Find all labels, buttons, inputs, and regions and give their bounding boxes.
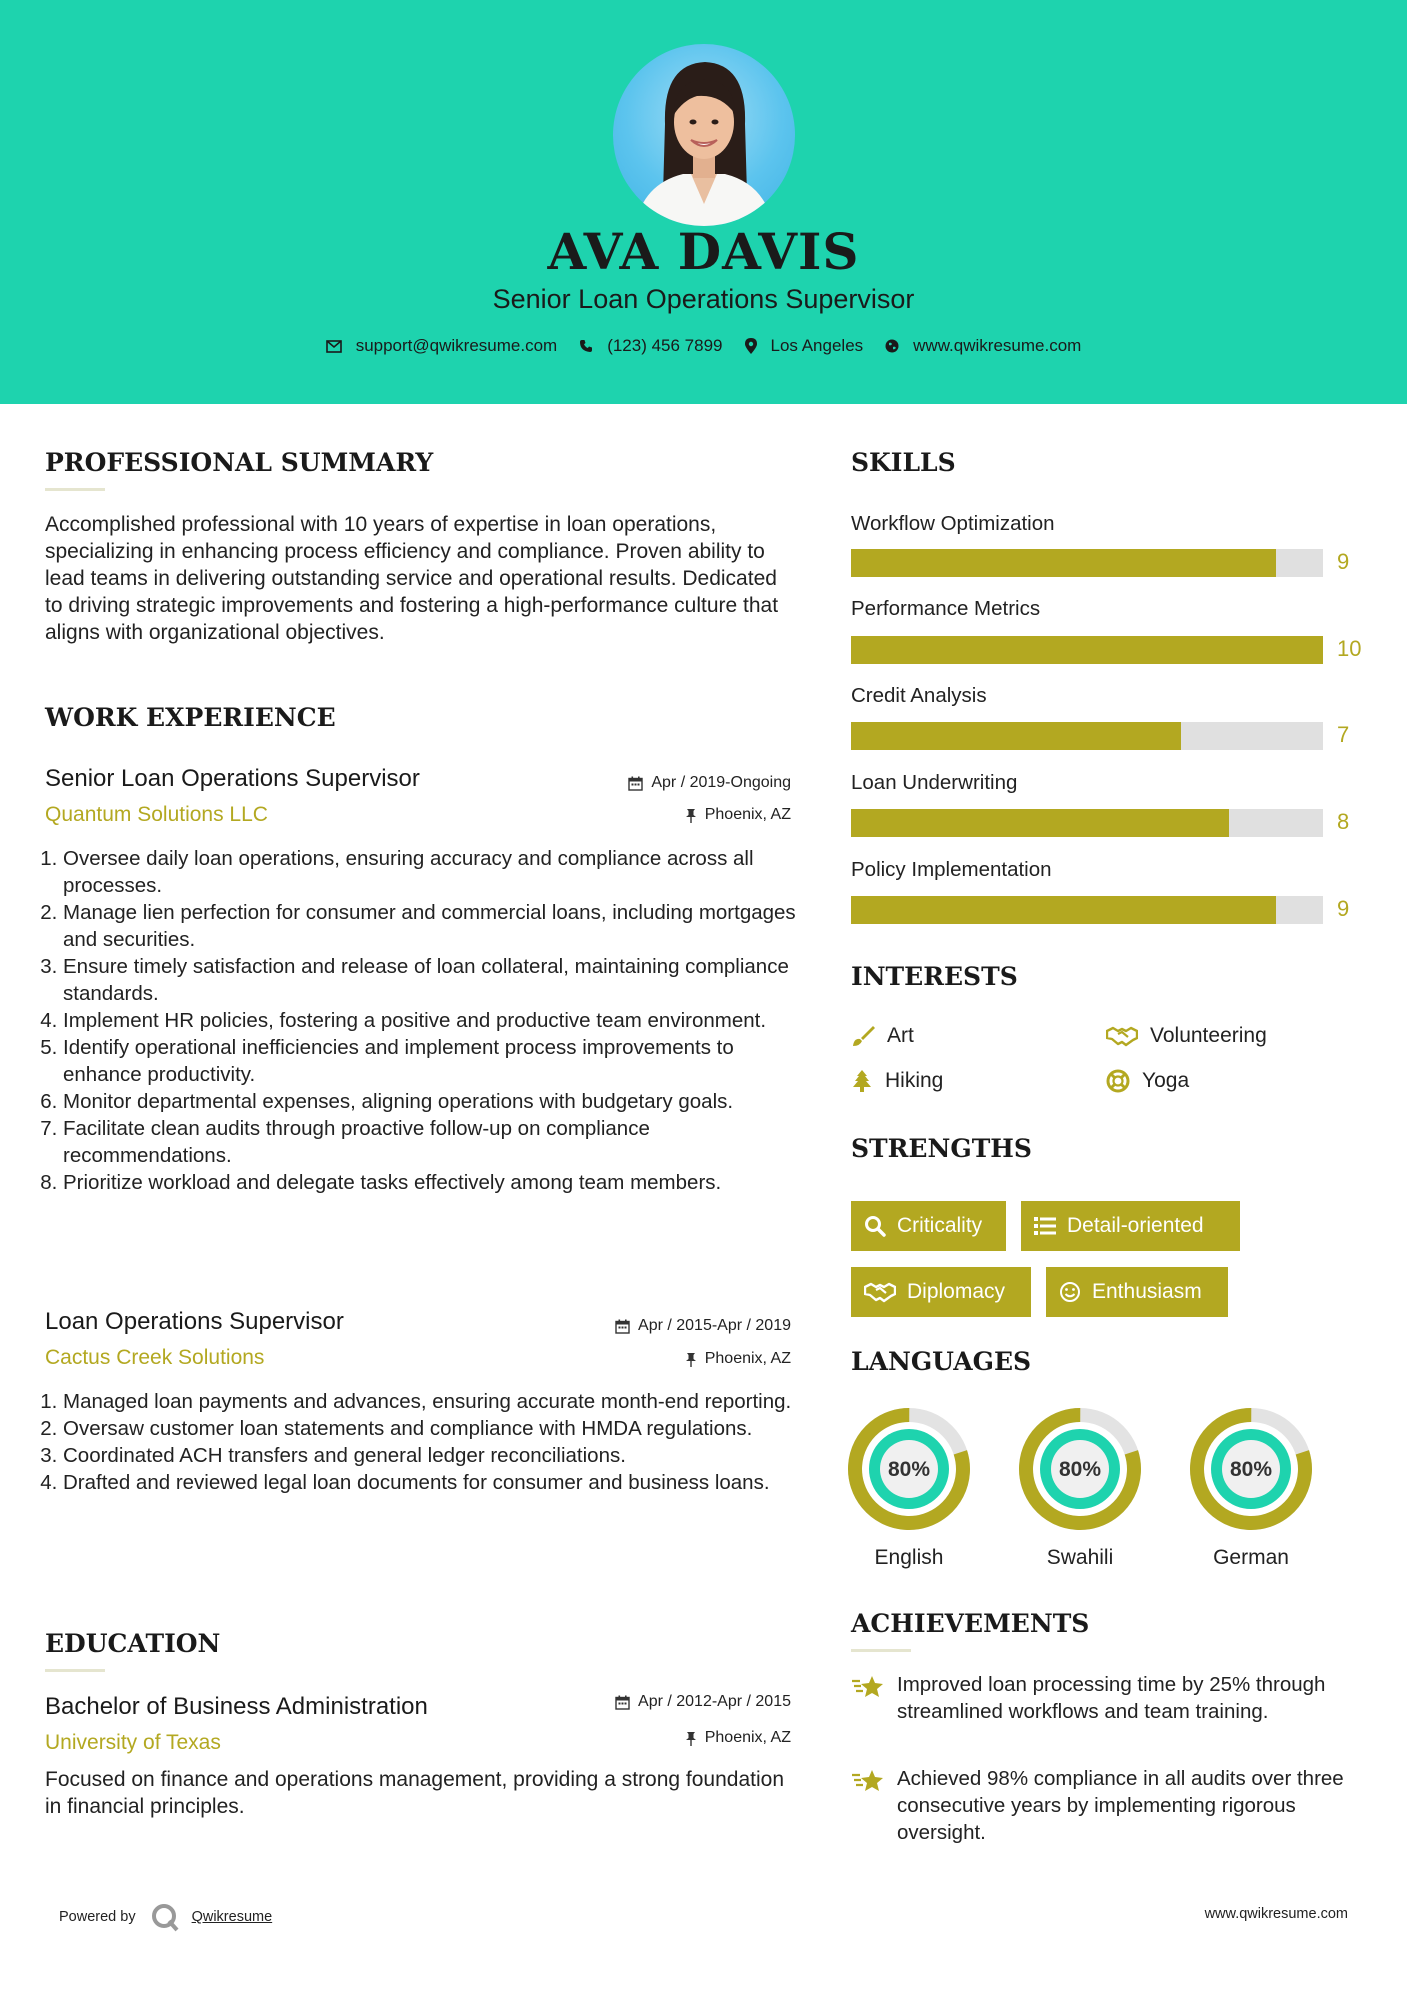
paintbrush-icon xyxy=(851,1024,875,1048)
job-location xyxy=(500,806,791,824)
job-location-text: Phoenix, AZ xyxy=(704,806,791,823)
duty-item: 2. Oversaw customer loan statements and compliance with HMDA regulations. xyxy=(63,1415,813,1442)
education-text: Focused on finance and operations management, providing a strong foundation in financial principles. xyxy=(45,1768,784,1818)
strength-label: Criticality xyxy=(897,1214,983,1237)
job-date xyxy=(500,1317,791,1335)
interest-hiking xyxy=(851,1069,943,1093)
language-donut xyxy=(1189,1407,1313,1531)
duty-item: 5. Identify operational inefficiencies and implement process improvements to enhance productivity. xyxy=(63,1034,813,1088)
email-text[interactable]: support@qwikresume.com xyxy=(355,336,558,355)
skill-name: Credit Analysis xyxy=(851,684,987,707)
interest-volunteering xyxy=(1106,1024,1267,1048)
person-portrait-icon xyxy=(613,44,795,226)
smile-icon xyxy=(1059,1281,1081,1303)
duty-item: 6. Monitor departmental expenses, aligning operations with budgetary goals. xyxy=(63,1088,813,1115)
pushpin-icon xyxy=(685,808,697,823)
calendar-icon xyxy=(615,1695,630,1710)
handshake-icon xyxy=(864,1281,896,1303)
star-award-icon xyxy=(851,1673,885,1701)
contact-location xyxy=(745,336,864,356)
map-pin-icon xyxy=(745,338,757,354)
skill-name: Loan Underwriting xyxy=(851,771,1018,794)
list-icon xyxy=(1034,1216,1056,1236)
donut-percent: 80% xyxy=(1229,1458,1273,1481)
donut-percent: 80% xyxy=(1058,1458,1102,1481)
phone-text[interactable]: (123) 456 7899 xyxy=(607,336,723,355)
resume-header xyxy=(0,0,1407,404)
globe-icon xyxy=(885,339,899,353)
skill-name: Policy Implementation xyxy=(851,858,1052,881)
strength-chip xyxy=(1046,1267,1228,1317)
education-date-text: Apr / 2012-Apr / 2015 xyxy=(638,1693,791,1710)
duty-item: 2. Manage lien perfection for consumer and commercial loans, including mortgages and securities. xyxy=(63,899,813,953)
qwikresume-logo-icon xyxy=(150,1902,180,1932)
degree-title: Bachelor of Business Administration xyxy=(45,1693,428,1720)
pushpin-icon xyxy=(685,1352,697,1367)
job-date-text: Apr / 2019-Ongoing xyxy=(651,774,791,791)
summary-underline xyxy=(45,488,105,491)
skill-value: 8 xyxy=(1337,809,1350,834)
skill-bar-fill xyxy=(851,549,1276,577)
brand-link[interactable]: Qwikresume xyxy=(191,1909,273,1925)
achievement-item xyxy=(851,1765,1371,1846)
achievements-heading: ACHIEVEMENTS xyxy=(851,1609,1090,1638)
calendar-icon xyxy=(628,776,643,791)
strengths-heading: STRENGTHS xyxy=(851,1134,1032,1163)
skill-bar xyxy=(851,636,1323,664)
education-underline xyxy=(45,1669,105,1672)
strength-chip xyxy=(851,1201,1006,1251)
website-text[interactable]: www.qwikresume.com xyxy=(913,336,1082,355)
donut-percent: 80% xyxy=(887,1458,931,1481)
interest-art xyxy=(851,1024,914,1048)
strength-chip xyxy=(1021,1201,1240,1251)
strength-label: Enthusiasm xyxy=(1092,1280,1202,1303)
achievements-underline xyxy=(851,1649,911,1652)
lifering-icon xyxy=(1106,1069,1130,1093)
education-heading: EDUCATION xyxy=(45,1629,221,1658)
skill-bar-fill xyxy=(851,896,1276,924)
location-text: Los Angeles xyxy=(770,336,864,355)
education-location-text: Phoenix, AZ xyxy=(704,1729,791,1746)
language-donut xyxy=(847,1407,971,1531)
school-name: University of Texas xyxy=(45,1731,221,1754)
handshake-icon xyxy=(1106,1025,1138,1047)
summary-heading: PROFESSIONAL SUMMARY xyxy=(45,448,434,477)
duty-item: 8. Prioritize workload and delegate tasks effectively among team members. xyxy=(63,1169,813,1196)
job-date-text: Apr / 2015-Apr / 2019 xyxy=(638,1317,791,1334)
duty-item: 4. Implement HR policies, fostering a positive and productive team environment. xyxy=(63,1007,813,1034)
powered-by-label: Powered by xyxy=(59,1909,136,1925)
candidate-name: AVA DAVIS xyxy=(547,222,860,281)
contact-website[interactable] xyxy=(885,336,1081,356)
job-duties-list xyxy=(45,845,813,1196)
achievement-text: Achieved 98% compliance in all audits over three consecutive years by implementing rigorous oversight. xyxy=(897,1767,1344,1844)
skill-bar-fill xyxy=(851,722,1181,750)
contact-bar xyxy=(0,336,1407,356)
strength-label: Detail-oriented xyxy=(1067,1214,1204,1237)
skill-bar-fill xyxy=(851,636,1323,664)
interests-heading: INTERESTS xyxy=(851,962,1018,991)
search-icon xyxy=(864,1215,886,1237)
skill-value: 9 xyxy=(1337,549,1350,574)
skill-bar xyxy=(851,896,1323,924)
skill-bar xyxy=(851,722,1323,750)
language-item xyxy=(847,1407,971,1570)
contact-phone[interactable] xyxy=(579,336,722,356)
language-name: German xyxy=(1213,1546,1289,1569)
profile-photo xyxy=(613,44,795,226)
skill-name: Workflow Optimization xyxy=(851,512,1055,535)
footer-website[interactable]: www.qwikresume.com xyxy=(1204,1906,1348,1922)
job-duties-list xyxy=(45,1388,813,1496)
experience-heading: WORK EXPERIENCE xyxy=(45,703,336,732)
skill-name: Performance Metrics xyxy=(851,597,1041,620)
achievement-text: Improved loan processing time by 25% through streamlined workflows and team training. xyxy=(897,1673,1326,1723)
phone-icon xyxy=(579,339,593,353)
job-date xyxy=(500,774,791,792)
interest-label: Art xyxy=(887,1024,914,1047)
language-name: Swahili xyxy=(1046,1546,1114,1569)
footer-powered-by xyxy=(59,1902,272,1932)
language-name: English xyxy=(874,1546,944,1569)
job-title: Senior Loan Operations Supervisor xyxy=(45,765,420,792)
education-location xyxy=(500,1729,791,1747)
interest-label: Volunteering xyxy=(1150,1024,1267,1047)
education-date xyxy=(500,1693,791,1711)
duty-item: 3. Coordinated ACH transfers and general ledger reconciliations. xyxy=(63,1442,813,1469)
duty-item: 4. Drafted and reviewed legal loan documents for consumer and business loans. xyxy=(63,1469,813,1496)
language-donut xyxy=(1018,1407,1142,1531)
interest-yoga xyxy=(1106,1069,1189,1093)
skill-bar xyxy=(851,809,1323,837)
envelope-icon xyxy=(326,340,342,353)
interest-label: Yoga xyxy=(1142,1069,1190,1092)
candidate-role: Senior Loan Operations Supervisor xyxy=(492,284,915,314)
calendar-icon xyxy=(615,1319,630,1334)
duty-item: 1. Oversee daily loan operations, ensuring accuracy and compliance across all processes. xyxy=(63,845,813,899)
skills-heading: SKILLS xyxy=(851,448,956,477)
achievement-item xyxy=(851,1671,1371,1725)
star-award-icon xyxy=(851,1767,885,1795)
duty-item: 3. Ensure timely satisfaction and release of loan collateral, maintaining compliance standards. xyxy=(63,953,813,1007)
company-name: Cactus Creek Solutions xyxy=(45,1346,265,1369)
contact-email[interactable] xyxy=(326,336,558,356)
job-location xyxy=(500,1350,791,1368)
summary-text: Accomplished professional with 10 years of expertise in loan operations, specializing in enhancing process efficiency and compliance. Proven ability to lead teams in delivering outstanding service and operational results. Dedicated to driving strategic improvements and fostering a high-performance culture that aligns with organizational objectives. xyxy=(45,513,779,644)
languages-heading: LANGUAGES xyxy=(851,1347,1032,1376)
job-location-text: Phoenix, AZ xyxy=(704,1350,791,1367)
tree-icon xyxy=(851,1069,873,1093)
skill-value: 9 xyxy=(1337,896,1350,921)
strength-label: Diplomacy xyxy=(907,1280,1006,1303)
skill-bar-fill xyxy=(851,809,1229,837)
pushpin-icon xyxy=(685,1731,697,1746)
language-item xyxy=(1018,1407,1142,1570)
skill-bar xyxy=(851,549,1323,577)
skill-value: 7 xyxy=(1337,722,1350,747)
strength-chip xyxy=(851,1267,1031,1317)
job-title: Loan Operations Supervisor xyxy=(45,1308,344,1335)
company-name: Quantum Solutions LLC xyxy=(45,803,268,826)
interest-label: Hiking xyxy=(885,1069,944,1092)
skill-value: 10 xyxy=(1337,636,1362,661)
duty-item: 7. Facilitate clean audits through proactive follow-up on compliance recommendations. xyxy=(63,1115,813,1169)
language-item xyxy=(1189,1407,1313,1570)
duty-item: 1. Managed loan payments and advances, ensuring accurate month-end reporting. xyxy=(63,1388,813,1415)
